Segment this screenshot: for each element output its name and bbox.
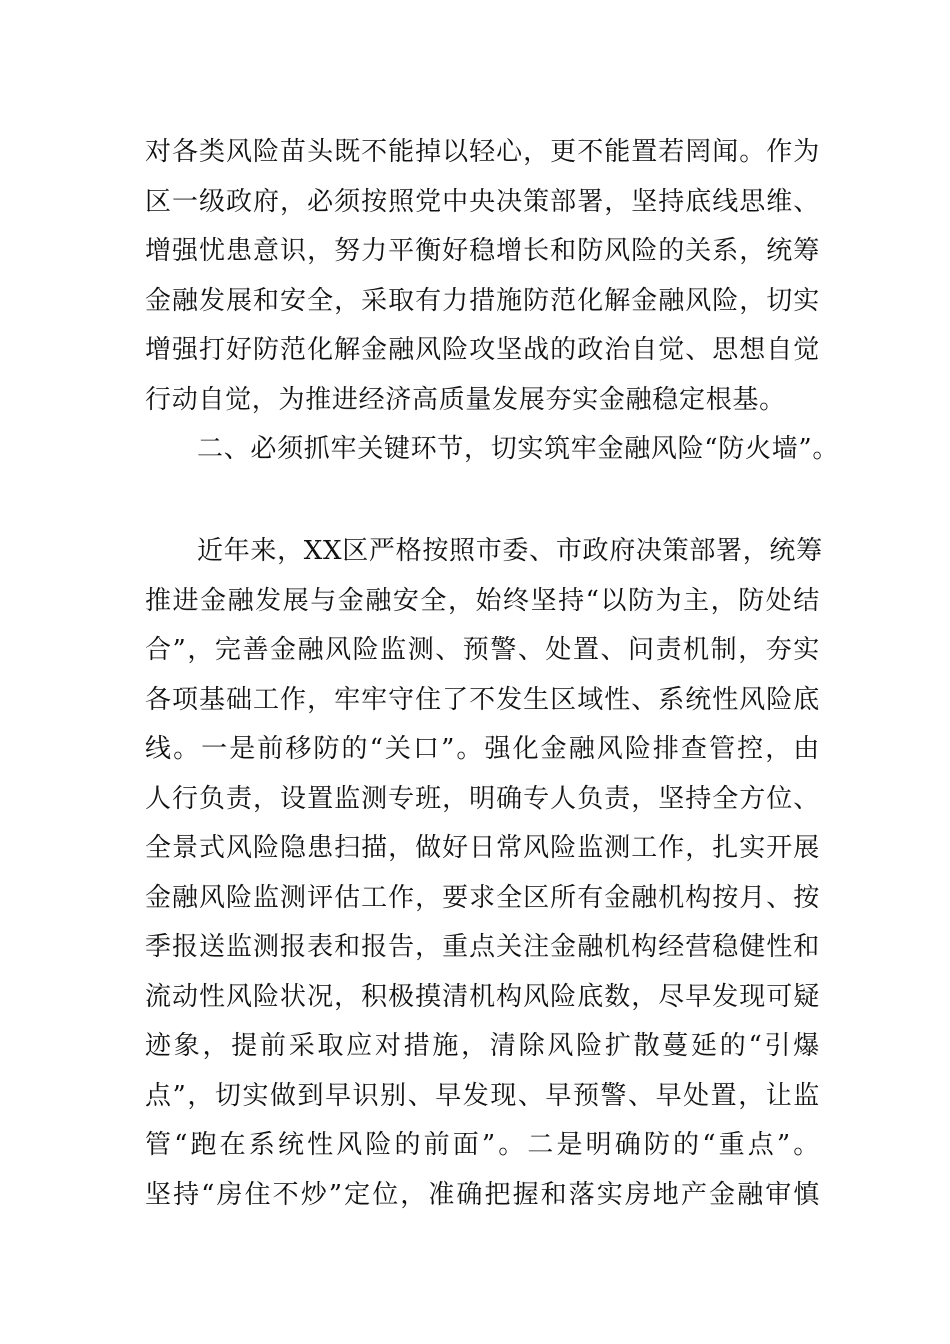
text-line: 合”，完善金融风险监测、预警、处置、问责机制，夯实: [145, 635, 820, 665]
text-line: 增强打好防范化解金融风险攻坚战的政治自觉、思想自觉: [145, 335, 820, 365]
text-line: 行动自觉，为推进经济高质量发展夯实金融稳定根基。: [145, 384, 786, 415]
text-line: 流动性风险状况，积极摸清机构风险底数，尽早发现可疑: [145, 981, 820, 1012]
text-line: 各项基础工作，牢牢守住了不发生区域性、系统性风险底: [145, 684, 820, 715]
text-line: 区一级政府，必须按照党中央决策部署，坚持底线思维、: [145, 186, 820, 217]
text-line: 人行负责，设置监测专班，明确专人负责，坚持全方位、: [145, 783, 820, 814]
text-line: 金融发展和安全，采取有力措施防范化解金融风险，切实: [145, 285, 820, 316]
text-line: 金融风险监测评估工作，要求全区所有金融机构按月、按: [145, 882, 820, 913]
text-line: 对各类风险苗头既不能掉以轻心，更不能置若罔闻。作为: [145, 137, 820, 167]
text-line: 坚持“房住不炒”定位，准确把握和落实房地产金融审慎: [145, 1179, 820, 1210]
text-line: 线。一是前移防的“关口”。强化金融风险排查管控，由: [145, 734, 820, 764]
text-line: 点”，切实做到早识别、早发现、早预警、早处置，让监: [145, 1080, 820, 1111]
text-line: 迹象，提前采取应对措施，清除风险扩散蔓延的“引爆: [145, 1031, 820, 1061]
paragraph-risk-awareness: [145, 128, 840, 475]
text-line: 全景式风险隐患扫描，做好日常风险监测工作，扎实开展: [145, 833, 820, 863]
text-line: 增强忧患意识，努力平衡好稳增长和防风险的关系，统筹: [145, 236, 820, 266]
text-line: 季报送监测报表和报告，重点关注金融机构经营稳健性和: [145, 932, 820, 962]
text-line: 推进金融发展与金融安全，始终坚持“以防为主，防处结: [145, 585, 820, 616]
text-line: 近年来，XX区严格按照市委、市政府决策部署，统筹: [197, 536, 823, 566]
text-line: 管“跑在系统性风险的前面”。二是明确防的“重点”。: [145, 1130, 820, 1160]
section-heading: 二、必须抓牢关键环节，切实筑牢金融风险“防火墙”。: [197, 434, 840, 464]
paragraph-firewall-measures: [145, 527, 823, 1220]
